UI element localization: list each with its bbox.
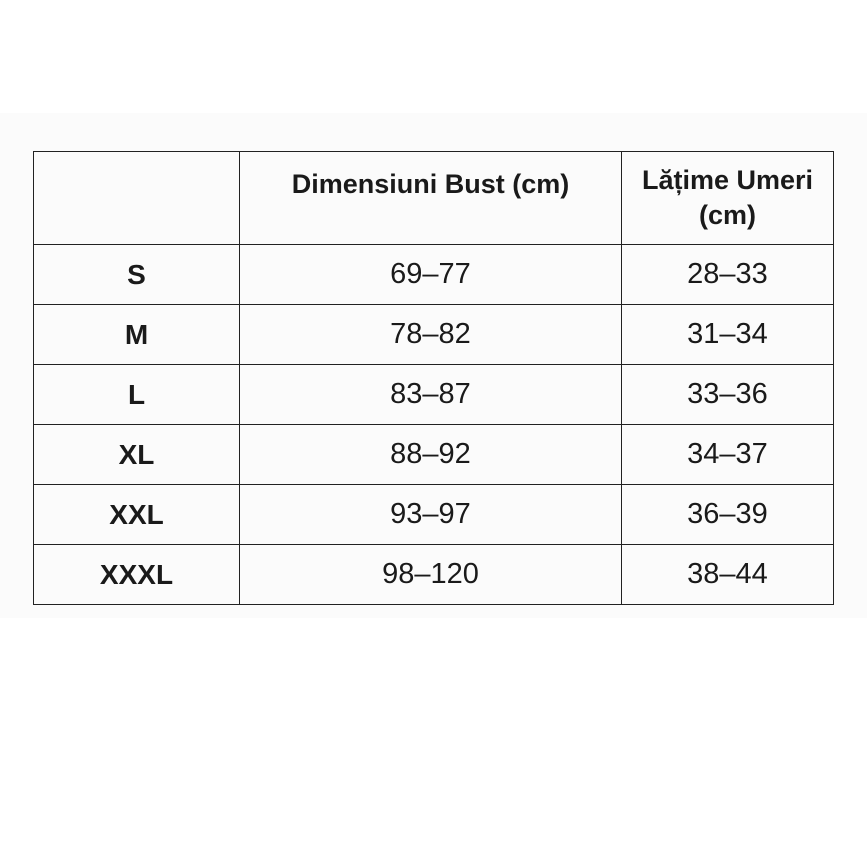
table-row [34,485,834,545]
table-row [34,365,834,425]
bust-cell: 78–82 [240,305,622,365]
bust-cell: 88–92 [240,425,622,485]
shoulder-cell: 36–39 [622,485,834,545]
size-cell: XXXL [34,545,240,605]
header-bust: Dimensiuni Bust (cm) [240,152,622,245]
bust-cell: 69–77 [240,245,622,305]
table-row [34,425,834,485]
size-cell: S [34,245,240,305]
shoulder-cell: 31–34 [622,305,834,365]
header-shoulder: Lățime Umeri (cm) [622,152,834,245]
table-row [34,545,834,605]
shoulder-cell: 38–44 [622,545,834,605]
shoulder-cell: 33–36 [622,365,834,425]
table-header-row [34,152,834,245]
table-row [34,305,834,365]
size-cell: XXL [34,485,240,545]
shoulder-cell: 34–37 [622,425,834,485]
size-cell: M [34,305,240,365]
table-row [34,245,834,305]
bust-cell: 93–97 [240,485,622,545]
size-cell: L [34,365,240,425]
bust-cell: 83–87 [240,365,622,425]
shoulder-cell: 28–33 [622,245,834,305]
bust-cell: 98–120 [240,545,622,605]
size-chart-table [33,151,834,605]
header-size [34,152,240,245]
size-cell: XL [34,425,240,485]
